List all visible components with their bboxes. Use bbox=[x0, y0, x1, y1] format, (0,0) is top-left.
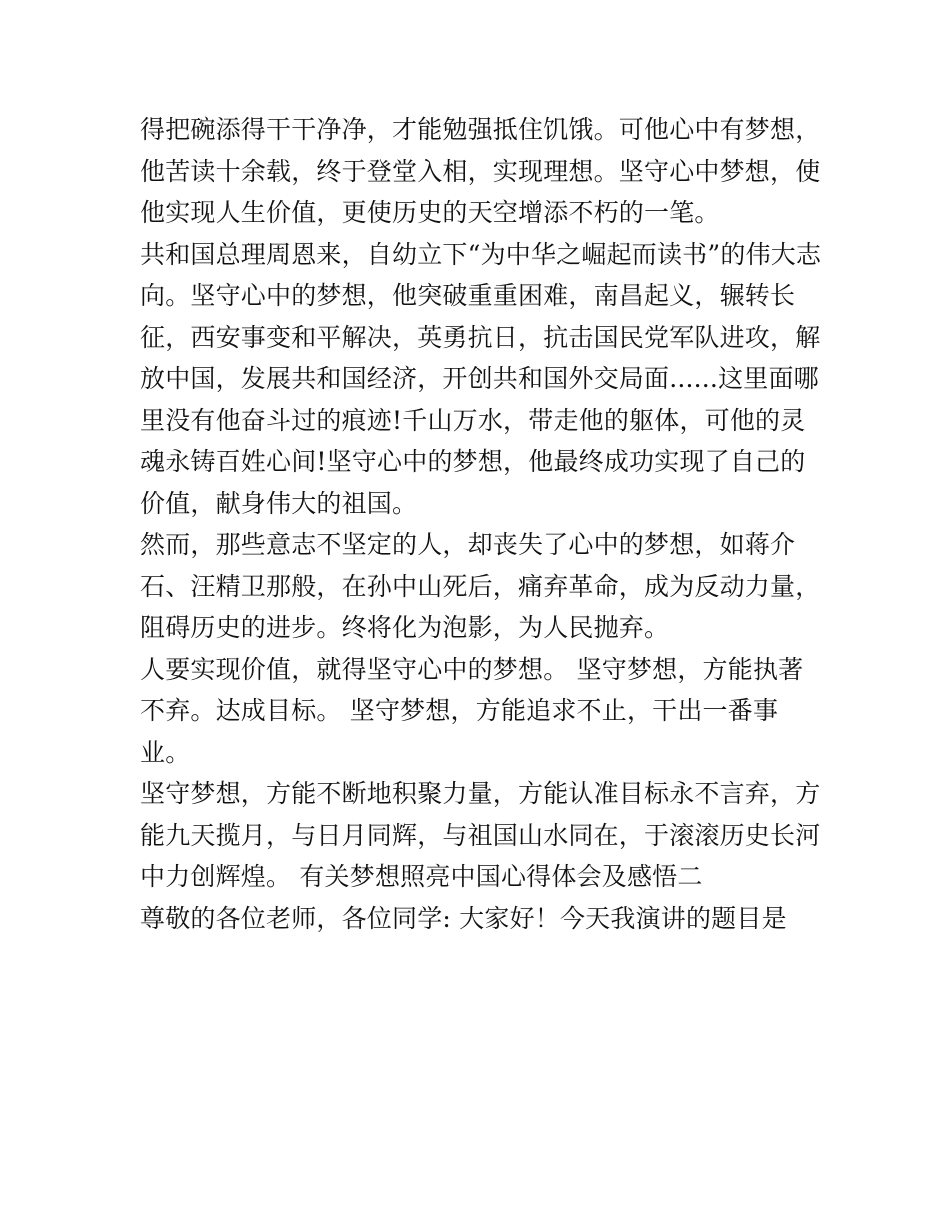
text-line: 然而，那些意志不坚定的人，却丧失了心中的梦想，如蒋介 bbox=[140, 530, 796, 559]
text-line: 能九天揽月，与日月同辉，与祖国山水同在，于滚滚历史长河 bbox=[140, 820, 821, 850]
text-line: 他实现人生价值，更使历史的天空增添不朽的一笔。 bbox=[140, 198, 720, 227]
text-line: 业。 bbox=[140, 737, 191, 767]
text-line: 尊敬的各位老师，各位同学: 大家好！今天我演讲的题目是 bbox=[140, 903, 787, 933]
text-line: 放中国，发展共和国经济，开创共和国外交局面......这里面哪 bbox=[140, 364, 819, 393]
text-line: 人要实现价值，就得坚守心中的梦想。 坚守梦想，方能执著 bbox=[140, 654, 804, 684]
text-line: 征，西安事变和平解决，英勇抗日，抗击国民党军队进攻，解 bbox=[140, 322, 821, 352]
text-line: 价值，献身伟大的祖国。 bbox=[140, 488, 418, 518]
text-line: 石、汪精卫那般，在孙中山死后，痛弃革命，成为反动力量， bbox=[140, 571, 821, 601]
text-line: 他苦读十余载，终于登堂入相，实现理想。坚守心中梦想，使 bbox=[140, 156, 821, 186]
text-line: 坚守梦想，方能不断地积聚力量，方能认准目标永不言弃，方 bbox=[140, 779, 821, 808]
document-body bbox=[140, 109, 820, 939]
text-line: 共和国总理周恩来，自幼立下“为中华之崛起而读书”的伟大志 bbox=[140, 239, 822, 269]
text-line: 里没有他奋斗过的痕迹!千山万水，带走他的躯体，可他的灵 bbox=[140, 405, 806, 435]
text-line: 不弃。达成目标。 坚守梦想，方能追求不止，干出一番事 bbox=[140, 696, 779, 725]
text-line: 得把碗添得干干净净，才能勉强抵住饥饿。可他心中有梦想， bbox=[140, 115, 821, 144]
text-line: 向。坚守心中的梦想，他突破重重困难，南昌起义，辗转长 bbox=[140, 281, 796, 310]
text-line: 阻碍历史的进步。终将化为泡影，为人民抛弃。 bbox=[140, 613, 670, 642]
text-line: 魂永铸百姓心间!坚守心中的梦想，他最终成功实现了自己的 bbox=[140, 447, 806, 476]
text-line: 中力创辉煌。 有关梦想照亮中国心得体会及感悟二 bbox=[140, 862, 703, 891]
